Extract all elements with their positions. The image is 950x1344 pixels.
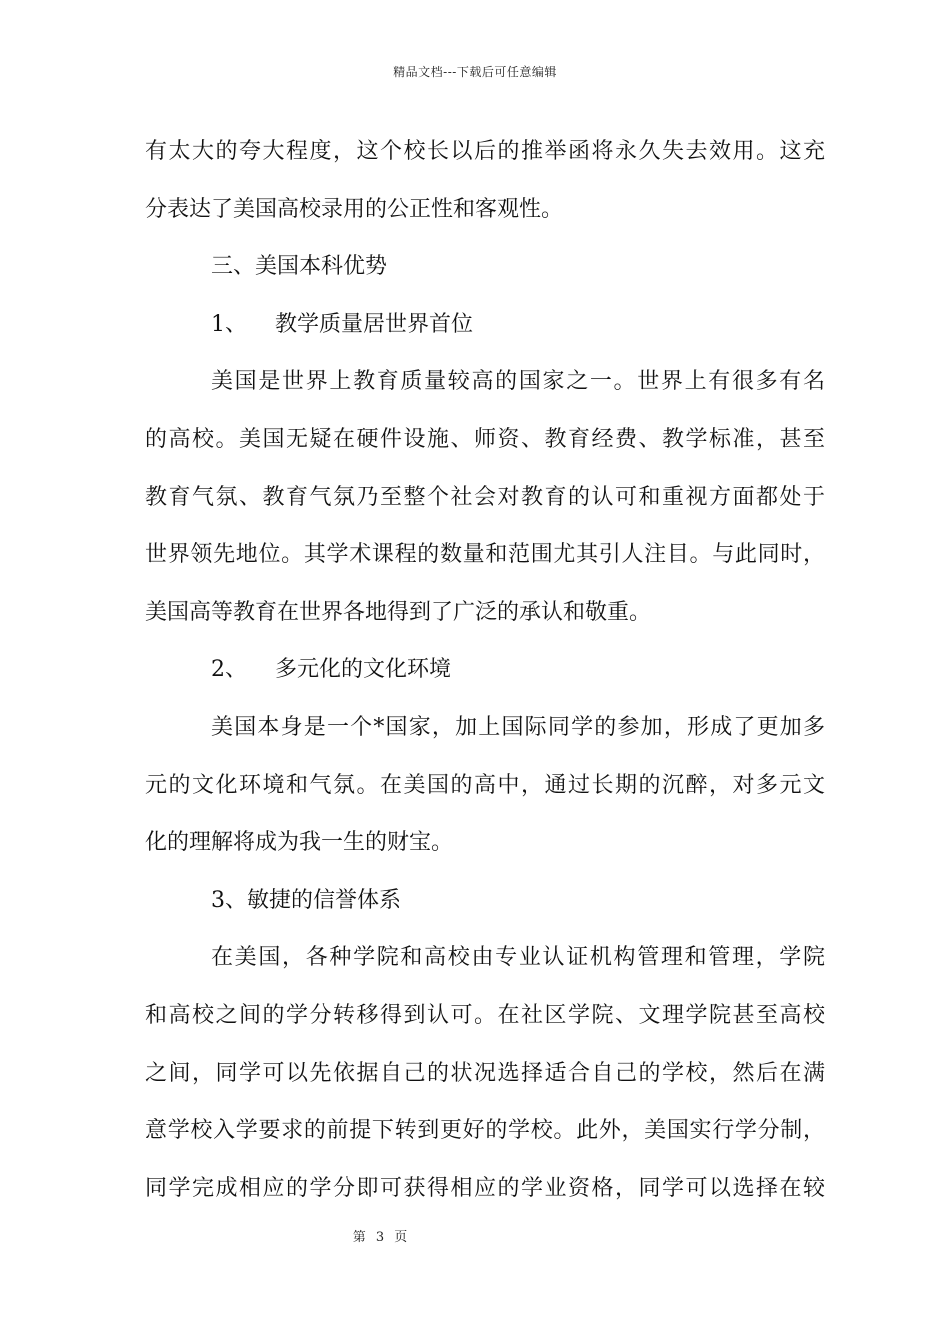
subsection-number: 2、 bbox=[211, 657, 247, 683]
paragraph-line: 之间，同学可以先依据自己的状况选择适合自己的学校，然后在满 bbox=[145, 1060, 825, 1086]
paragraph-line: 美国是世界上教育质量较高的国家之一。世界上有很多有名 bbox=[211, 369, 825, 395]
paragraph-line: 同学完成相应的学分即可获得相应的学业资格，同学可以选择在较 bbox=[145, 1175, 825, 1201]
footer-suffix: 页 bbox=[394, 1230, 408, 1245]
footer-prefix: 第 bbox=[352, 1230, 366, 1245]
subsection-title: 教学质量居世界首位 bbox=[275, 311, 474, 337]
subsection-title: 多元化的文化环境 bbox=[275, 657, 452, 683]
paragraph-line: 分表达了美国高校录用的公正性和客观性。 bbox=[145, 196, 564, 222]
paragraph-line: 在美国，各种学院和高校由专业认证机构管理和管理，学院 bbox=[211, 945, 825, 971]
paragraph-line: 元的文化环境和气氛。在美国的高中，通过长期的沉醉，对多元文 bbox=[145, 772, 825, 798]
page-number: 3 bbox=[375, 1230, 385, 1245]
paragraph-line: 有太大的夸大程度，这个校长以后的推举函将永久失去效用。这充 bbox=[145, 139, 825, 164]
paragraph-line: 意学校入学要求的前提下转到更好的学校。此外，美国实行学分制， bbox=[145, 1118, 825, 1144]
paragraph-line: 世界领先地位。其学术课程的数量和范围尤其引人注目。与此同时， bbox=[145, 542, 825, 568]
paragraph-line: 美国本身是一个*国家，加上国际同学的参加，形成了更加多 bbox=[211, 714, 825, 740]
paragraph-line: 教育气氛、教育气氛乃至整个社会对教育的认可和重视方面都处于 bbox=[145, 484, 825, 510]
page-header: 精品文档---下载后可任意编辑 bbox=[393, 65, 557, 79]
subsection-heading: 3、敏捷的信誉体系 bbox=[211, 887, 401, 913]
subsection-heading bbox=[145, 648, 825, 706]
section-heading: 三、美国本科优势 bbox=[211, 254, 388, 280]
page-footer bbox=[0, 1226, 760, 1245]
subsection-number: 1、 bbox=[211, 311, 247, 337]
paragraph-line: 和高校之间的学分转移得到认可。在社区学院、文理学院甚至高校 bbox=[145, 1002, 825, 1028]
paragraph-line: 化的理解将成为我一生的财宝。 bbox=[145, 830, 454, 856]
paragraph-line: 美国高等教育在世界各地得到了广泛的承认和敬重。 bbox=[145, 599, 652, 625]
subsection-heading bbox=[145, 303, 825, 361]
document-body bbox=[145, 130, 825, 1224]
paragraph-line: 的高校。美国无疑在硬件设施、师资、教育经费、教学标准，甚至 bbox=[145, 426, 825, 452]
